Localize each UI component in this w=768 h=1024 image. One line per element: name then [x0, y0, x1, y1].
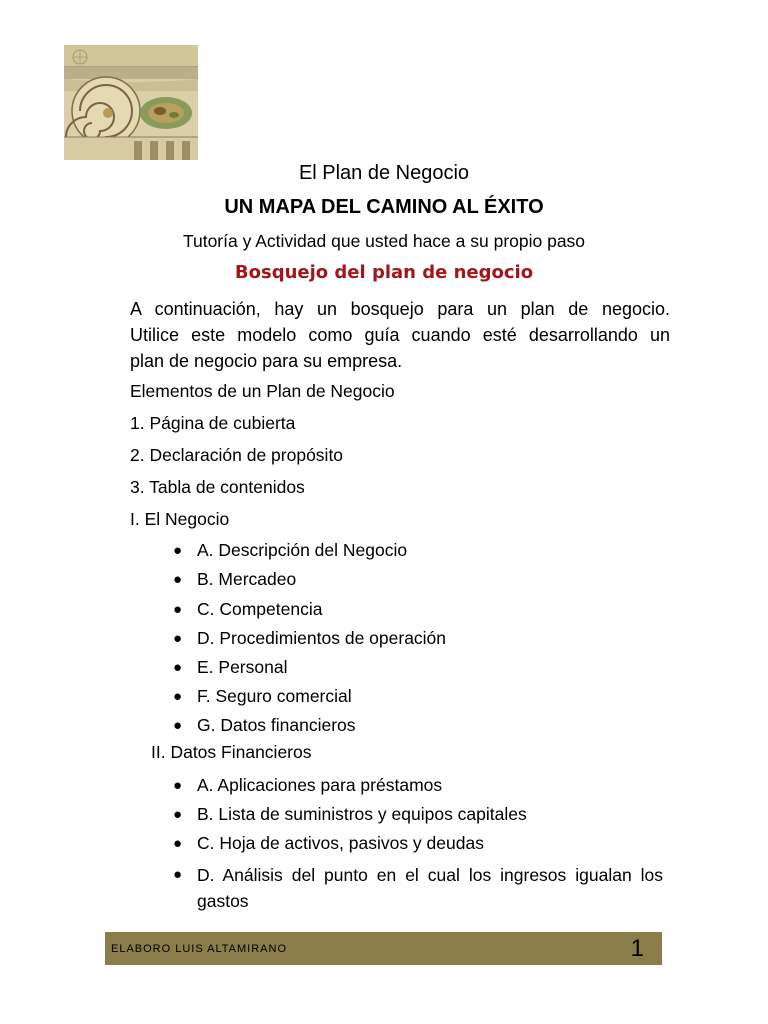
list-item-text: C. Hoja de activos, pasivos y deudas: [197, 833, 484, 853]
list-item-text: C. Competencia: [197, 599, 323, 619]
list-item-text: D. Procedimientos de operación: [197, 628, 447, 648]
footer-author: ELABORO LUIS ALTAMIRANO: [111, 943, 288, 955]
section-title: II. Datos Financieros: [151, 742, 312, 762]
outline-item: 1. Página de cubierta: [130, 413, 296, 433]
list-item: ● D. Análisis del punto en el cual los ingresos igualan los gastos: [173, 862, 663, 914]
ionic-capital-illustration-icon: [64, 45, 198, 160]
list-item-text: A. Aplicaciones para préstamos: [197, 775, 443, 795]
document-title: El Plan de Negocio: [298, 162, 470, 184]
outline-item: 2. Declaración de propósito: [130, 445, 344, 465]
outline-item: 3. Tabla de contenidos: [130, 477, 305, 497]
list-item: ● A. Descripción del Negocio: [173, 540, 408, 560]
page-number: 1: [630, 935, 644, 962]
list-item: ● G. Datos financieros: [173, 715, 356, 735]
intro-paragraph: [130, 296, 670, 374]
list-item: ● B. Lista de suministros y equipos capitales: [173, 804, 527, 824]
document-tagline: Tutoría y Actividad que usted hace a su propio paso: [182, 231, 586, 251]
section-heading: Bosquejo del plan de negocio: [234, 262, 534, 283]
list-item: ● C. Competencia: [173, 599, 323, 619]
section-title: I. El Negocio: [130, 509, 230, 529]
list-item-text: A. Descripción del Negocio: [197, 540, 408, 560]
list-item: ● C. Hoja de activos, pasivos y deudas: [173, 833, 484, 853]
document-subtitle: UN MAPA DEL CAMINO AL ÉXITO: [224, 196, 544, 218]
list-item-text: B. Lista de suministros y equipos capitales: [197, 804, 527, 824]
list-item: ● B. Mercadeo: [173, 569, 297, 589]
list-item: ● A. Aplicaciones para préstamos: [173, 775, 443, 795]
list-item-text: E. Personal: [197, 657, 288, 677]
list-item-text: G. Datos financieros: [197, 715, 356, 735]
intro-line: A continuación, hay un bosquejo para un plan de negocio.: [130, 299, 670, 319]
page-footer: [105, 932, 662, 965]
list-item-text: B. Mercadeo: [197, 569, 297, 589]
list-item: ● E. Personal: [173, 657, 288, 677]
intro-line: Utilice este modelo como guía cuando esté desarrollando un: [130, 325, 670, 345]
list-item-text: D. Análisis del punto en el cual los ingresos igualan los gastos: [197, 865, 663, 911]
list-item: ● F. Seguro comercial: [173, 686, 352, 706]
list-item-text: F. Seguro comercial: [197, 686, 352, 706]
intro-line: plan de negocio para su empresa.: [130, 351, 403, 371]
list-item: ● D. Procedimientos de operación: [173, 628, 447, 648]
outline-heading: Elementos de un Plan de Negocio: [130, 381, 395, 401]
